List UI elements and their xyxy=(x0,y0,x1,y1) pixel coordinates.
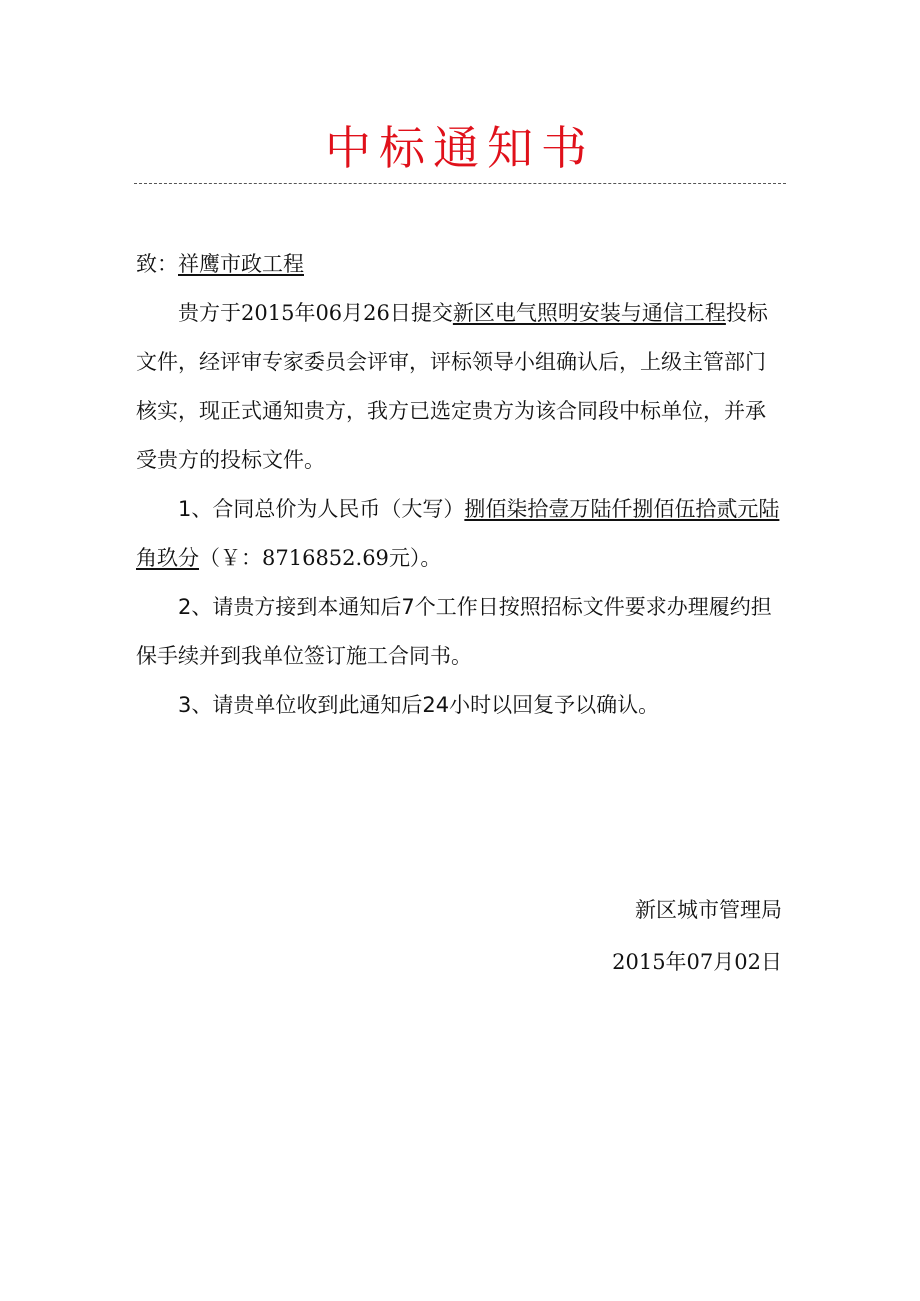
issue-date: 2015年07月02日 xyxy=(612,950,782,974)
intro-part2: 提交 xyxy=(410,301,453,325)
letter-body xyxy=(136,240,784,730)
recipient-line xyxy=(136,240,784,289)
contract-price-words: 捌佰柒拾壹万陆仟捌佰伍拾贰元陆角玖分 xyxy=(136,497,780,570)
contract-price-item xyxy=(136,485,784,583)
recipient-prefix: 致： xyxy=(136,252,178,276)
project-name: 新区电气照明安装与通信工程 xyxy=(452,301,726,325)
recipient-name: 祥鹰市政工程 xyxy=(178,252,304,276)
intro-paragraph xyxy=(136,289,784,485)
signature-block xyxy=(612,884,782,988)
confirmation-item: 3、请贵单位收到此通知后24小时以回复予以确认。 xyxy=(178,693,660,717)
document-title: 中标通知书 xyxy=(325,121,595,175)
contract-price-prefix: 1、合同总价为人民币（大写） xyxy=(178,497,465,521)
intro-part1: 贵方于 xyxy=(178,301,241,325)
amount-suffix: 元）。 xyxy=(388,546,442,570)
issuing-organization: 新区城市管理局 xyxy=(635,898,782,922)
submit-date: 2015年06月26日 xyxy=(241,301,411,325)
title-divider xyxy=(134,183,786,184)
amount-prefix: （￥： xyxy=(199,546,262,570)
contract-price-number: 8716852.69 xyxy=(262,546,389,570)
performance-guarantee-item: 2、请贵方接到本通知后7个工作日按照招标文件要求办理履约担保手续并到我单位签订施工合同书。 xyxy=(136,595,772,668)
intro-part3: 投标文件，经评审专家委员会评审，评标领导小组确认后，上级主管部门核实，现正式通知贵方，我方已选定贵方为该合同段中标单位，并承受贵方的投标文件。 xyxy=(136,301,768,472)
